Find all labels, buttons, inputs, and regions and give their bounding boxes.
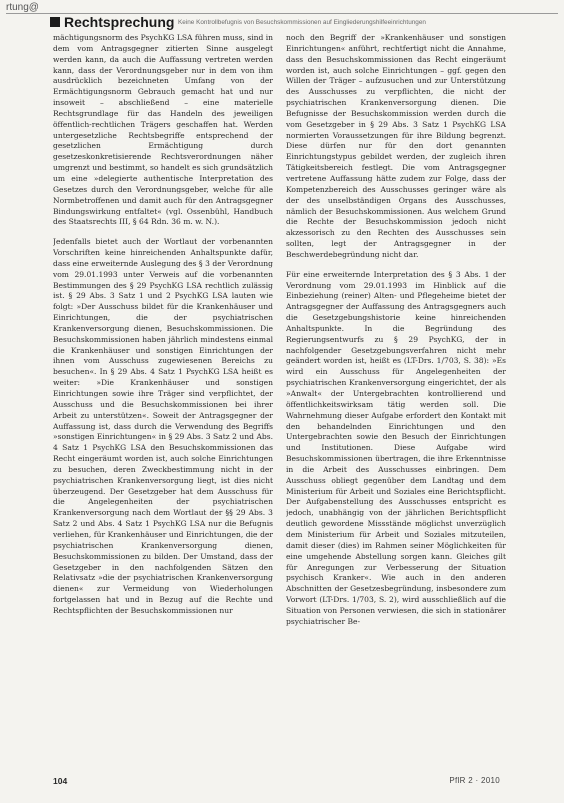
section-subtitle: Keine Kontrollbefugnis von Besuchskommissionen auf Eingliederungshilfeeinrichtungen: [178, 19, 426, 26]
section-title: Rechtsprechung: [64, 14, 175, 30]
left-column: [53, 33, 273, 622]
left-paragraph-2: Jedenfalls bietet auch der Wortlaut der vorbenannten Vorschriften keine hinreichenden Anhaltspunkte dafür, dass eine erweiternde Auslegung des § 3 der Verordnung vom 29.01.1993 unter Verweis auf die vorbenannten Bestimmungen des § 29 PsychKG LSA rechtlich zulässig ist. § 29 Abs. 3 Satz 1 und 2 PsychKG LSA lauten wie folgt: »Der Ausschuss bildet für die Krankenhäuser und Einrichtungen, die der psychiatrischen Krankenversorgung dienen, Besuchskommissionen. Die Besuchskommissionen haben jährlich mindestens einmal die Krankenhäuser und sonstigen Einrichtungen der ihnen vom Ausschuss zugewiesenen Bereichs zu besuchen«. In § 29 Abs. 4 Satz 1 PsychKG LSA heißt es weiter: »Die Krankenhäuser und sonstigen Einrichtungen sowie ihre Träger sind verpflichtet, der Ausschuss und die Besuchskommissionen bei ihrer Arbeit zu unterstützen«. Soweit der Antragsgegner der Auffassung ist, dass durch die Verwendung des Begriffs »sonstigen Einrichtungen« in § 29 Abs. 3 Satz 2 und Abs. 4 Satz 1 PsychKG LSA den Besuchskommissionen das Recht eingeräumt worden ist, auch solche Einrichtungen zu besuchen, deren Zweckbestimmung nicht in der psychiatrischen Krankenversorgung liegt, ist dies nicht überzeugend. Der Gesetzgeber hat dem Ausschuss für die Angelegenheiten der psychiatrischen Krankenversorgung nach dem Wortlaut der §§ 29 Abs. 3 Satz 2 und Abs. 4 Satz 1 PsychKG LSA nur die Befugnis verliehen, für Krankenhäuser und Einrichtungen, die der psychiatrischen Krankenversorgung dienen, Besuchskommissionen zu bilden. Der Umstand, dass der Gesetzgeber in den nachfolgenden Sätzen den Relativsatz »die der psychiatrischen Krankenversorgung dienen« zur Vermeidung von Wiederholungen fortgelassen hat und in Bezug auf die Rechte und Rechtspflichten der Besuchskommissionen nur: [53, 237, 273, 615]
page-number: 104: [53, 776, 68, 786]
section-marker-square: [50, 17, 60, 27]
right-paragraph-2: Für eine erweiternde Interpretation des § 3 Abs. 1 der Verordnung vom 29.01.1993 im Hinblick auf die Einbeziehung (reiner) Alten- und Pflegeheime bietet der Antragsgegner der Auffassung des Antragsgegners auch die Gesetzgebungshistorie keine hinreichenden Anhaltspunkte. In die Begründung des Regierungsentwurfs zu § 29 PsychKG, der in nachfolgender Gesetzgebungsverfahren nicht mehr geändert worden ist, heißt es (LT-Drs. 1/703, S. 38): »Es wird ein Ausschuss für Angelegenheiten der psychiatrischen Krankenversorgung eingerichtet, der als »Anwalt« der Untergebrachten kontrollierend und öffentlichkeitswirksam tätig werden soll. Die Wahrnehmung dieser Aufgabe erfordert den Kontakt mit den behandelnden Einrichtungen und den Untergebrachten sowie den Besuch der Einrichtungen und Institutionen. Diese Aufgabe wird Besuchskommissionen übertragen, die ihre Erkenntnisse in die Arbeit des Ausschusses einbringen. Dem Ausschuss obliegt gegenüber dem Landtag und dem Ministerium für Arbeit und Soziales eine Berichtspflicht. Der Aufgabenstellung des Ausschusses entspricht es jedoch, unabhängig von der jährlichen Berichtspflicht deutlich gewordene Missstände möglichst unverzüglich dem Ministerium für Arbeit und Soziales mitzuteilen, damit dieser (dies) im Rahmen seiner Möglichkeiten für eine umgehende Abstellung sorgen kann. Gleiches gilt für Anregungen zur Verbesserung der Situation psychisch Kranker«. Wie auch in den anderen Abschnitten der Gesetzesbegründung, insbesondere zum Vorwort (LT-Drs. 1/703, S. 2), wird ausschließlich auf die Situation von Personen verwiesen, die sich in stationärer psychiatrischer Be-: [286, 269, 506, 626]
left-paragraph-1: mächtigungsnorm des PsychKG LSA führen muss, sind in dem vom Antragsgegner zitierten Sinne ausgelegt werden kann, da auch die Auffassung vertreten werden kann, dass der Verordnungsgeber nur in dem von ihm ausdrücklich bezeichneten Umfang von der Ermächtigungsnorm Gebrauch gemacht hat und nur insoweit – abschließend – eine materielle Rechtsgrundlage für das Handeln des jeweiligen öffentlich-rechtlichen Trägers geschaffen hat. Werden untergesetzliche Rechtsbegriffe entsprechend der gesetzlichen Ermächtigung durch gesetzeskonkretisierende Rechtsverordnungen näher umgrenzt und bestimmt, so handelt es sich grundsätzlich um eine »delegierte authentische Interpretation des Gesetzes durch den Verordnungsgeber, welche für alle Normbetroffenen und damit auch für den Antragsgegner Bindungswirkung entfaltet« (vgl. Ossenbühl, Handbuch des Staatsrechts III, § 64 Rdn. 36 m. w. N.).: [53, 33, 273, 227]
right-column: [286, 33, 506, 633]
right-paragraph-1: noch den Begriff der »Krankenhäuser und sonstigen Einrichtungen« anführt, rechtfertigt nicht die Annahme, dass den Besuchskommissionen das Recht eingeräumt worden ist, auch solche Einrichtungen – ggf. gegen den Willen der Träger – aufzusuchen und zur Unterstützung des Ausschusses zu verpflichten, die nicht der psychiatrischen Krankenversorgung dienen. Die Befugnisse der Besuchskommission werden durch die vom Gesetzgeber in § 29 Abs. 3 Satz 1 PsychKG LSA normierten Voraussetzungen für ihre Bildung begrenzt. Diese dürfen nur für den dort genannten Einrichtungstypus gebildet werden, der zugleich ihren Tätigkeitsbereich festlegt. Die vom Antragsgegner vertretene Auffassung hätte zudem zur Folge, dass der Kompetenzbereich des Ausschusses geringer wäre als der des unselbständigen Organs des Ausschusses, nämlich der Besuchskommissionen. Aus welchem Grund die Rechte der Besuchskommission jedoch nicht akzessorisch zu den Rechten des Ausschusses sein sollten, legt der Antragsgegner in der Beschwerdebegründung nicht dar.: [286, 33, 506, 259]
journal-citation: PflR 2 · 2010: [449, 776, 500, 785]
running-head: rtung@: [6, 2, 39, 13]
